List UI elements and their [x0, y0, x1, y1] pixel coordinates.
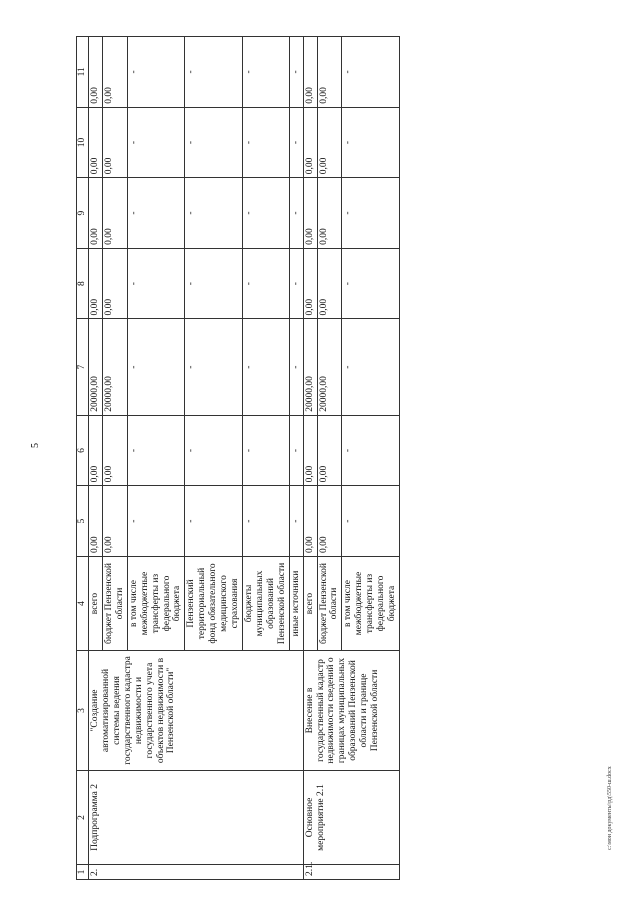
value-cell: 0,00: [102, 178, 127, 249]
value-cell: -: [342, 319, 400, 415]
value-cell: -: [127, 107, 185, 178]
value-cell: 0,00: [303, 415, 317, 486]
value-cell: 0,00: [303, 178, 317, 249]
header-row: [77, 37, 89, 880]
header-cell: 2: [77, 770, 89, 864]
funding-source: иные источники: [289, 556, 303, 650]
value-cell: 0,00: [89, 415, 103, 486]
value-cell: -: [185, 178, 243, 249]
value-cell: 0,00: [303, 107, 317, 178]
value-cell: -: [127, 178, 185, 249]
value-cell: 0,00: [303, 37, 317, 108]
value-cell: -: [185, 486, 243, 557]
funding-source: бюджет Пензенской области: [102, 556, 127, 650]
value-cell: 0,00: [89, 248, 103, 319]
value-cell: 20000,00: [303, 319, 317, 415]
value-cell: -: [242, 178, 289, 249]
value-cell: 0,00: [317, 248, 342, 319]
row-name: Подпрограмма 2: [89, 770, 304, 864]
row-number: 2.: [89, 865, 304, 880]
value-cell: -: [127, 248, 185, 319]
value-cell: -: [289, 37, 303, 108]
value-cell: -: [342, 178, 400, 249]
value-cell: -: [185, 248, 243, 319]
value-cell: -: [127, 486, 185, 557]
funding-source: бюджет Пензенской области: [317, 556, 342, 650]
value-cell: 20000,00: [317, 319, 342, 415]
funding-source: в том числе межбюджетные трансферты из федерального бюджета: [127, 556, 185, 650]
row-name: Основное мероприятие 2.1: [303, 770, 399, 864]
value-cell: -: [242, 248, 289, 319]
file-path: c:\мои документы\рд\550-ш.docx: [607, 766, 613, 850]
value-cell: -: [289, 415, 303, 486]
value-cell: -: [242, 486, 289, 557]
value-cell: -: [342, 415, 400, 486]
value-cell: -: [185, 107, 243, 178]
value-cell: -: [289, 486, 303, 557]
value-cell: 0,00: [89, 486, 103, 557]
value-cell: -: [242, 37, 289, 108]
header-cell: 9: [77, 178, 89, 249]
value-cell: 0,00: [89, 178, 103, 249]
value-cell: -: [242, 107, 289, 178]
header-cell: 5: [77, 486, 89, 557]
value-cell: -: [127, 319, 185, 415]
value-cell: 0,00: [317, 178, 342, 249]
funding-source: в том числе межбюджетные трансферты из федерального бюджета: [342, 556, 400, 650]
value-cell: -: [289, 178, 303, 249]
value-cell: 0,00: [317, 37, 342, 108]
header-cell: 3: [77, 651, 89, 771]
value-cell: 0,00: [317, 107, 342, 178]
value-cell: 0,00: [102, 37, 127, 108]
value-cell: 0,00: [317, 486, 342, 557]
value-cell: 20000,00: [102, 319, 127, 415]
value-cell: -: [342, 486, 400, 557]
table-row: [303, 37, 317, 880]
value-cell: 0,00: [102, 107, 127, 178]
header-cell: 1: [77, 865, 89, 880]
value-cell: -: [185, 37, 243, 108]
header-cell: 6: [77, 415, 89, 486]
header-cell: 11: [77, 37, 89, 108]
table-row: [89, 37, 103, 880]
value-cell: 0,00: [317, 415, 342, 486]
value-cell: -: [242, 319, 289, 415]
value-cell: 0,00: [102, 486, 127, 557]
value-cell: 0,00: [89, 37, 103, 108]
program-table-container: [76, 36, 606, 880]
row-number: 2.1.: [303, 865, 399, 880]
row-title: Внесение в государственный кадастр недвижимости сведений о границах муниципальных образований Пензенской области и границе Пензенской области: [303, 651, 399, 771]
value-cell: -: [242, 415, 289, 486]
header-cell: 4: [77, 556, 89, 650]
value-cell: 0,00: [102, 248, 127, 319]
funding-source: бюджеты муниципальных образований Пензенской области: [242, 556, 289, 650]
funding-source: Пензенский территориальный фонд обязательного медицинского страхования: [185, 556, 243, 650]
value-cell: 0,00: [89, 107, 103, 178]
value-cell: -: [289, 107, 303, 178]
value-cell: -: [342, 37, 400, 108]
value-cell: -: [289, 248, 303, 319]
value-cell: 20000,00: [89, 319, 103, 415]
value-cell: -: [185, 319, 243, 415]
funding-source: всего: [303, 556, 317, 650]
value-cell: 0,00: [303, 248, 317, 319]
value-cell: -: [185, 415, 243, 486]
value-cell: -: [342, 107, 400, 178]
header-cell: 8: [77, 248, 89, 319]
value-cell: -: [127, 415, 185, 486]
row-title: "Создание автоматизированной системы ведения государственного кадастра недвижимости и государственного учета объектов недвижимости в Пензенской области": [89, 651, 304, 771]
value-cell: -: [289, 319, 303, 415]
header-cell: 10: [77, 107, 89, 178]
value-cell: 0,00: [303, 486, 317, 557]
page-number: 5: [30, 443, 41, 448]
program-table: [76, 36, 400, 880]
value-cell: -: [127, 37, 185, 108]
value-cell: 0,00: [102, 415, 127, 486]
header-cell: 7: [77, 319, 89, 415]
value-cell: -: [342, 248, 400, 319]
funding-source: всего: [89, 556, 103, 650]
